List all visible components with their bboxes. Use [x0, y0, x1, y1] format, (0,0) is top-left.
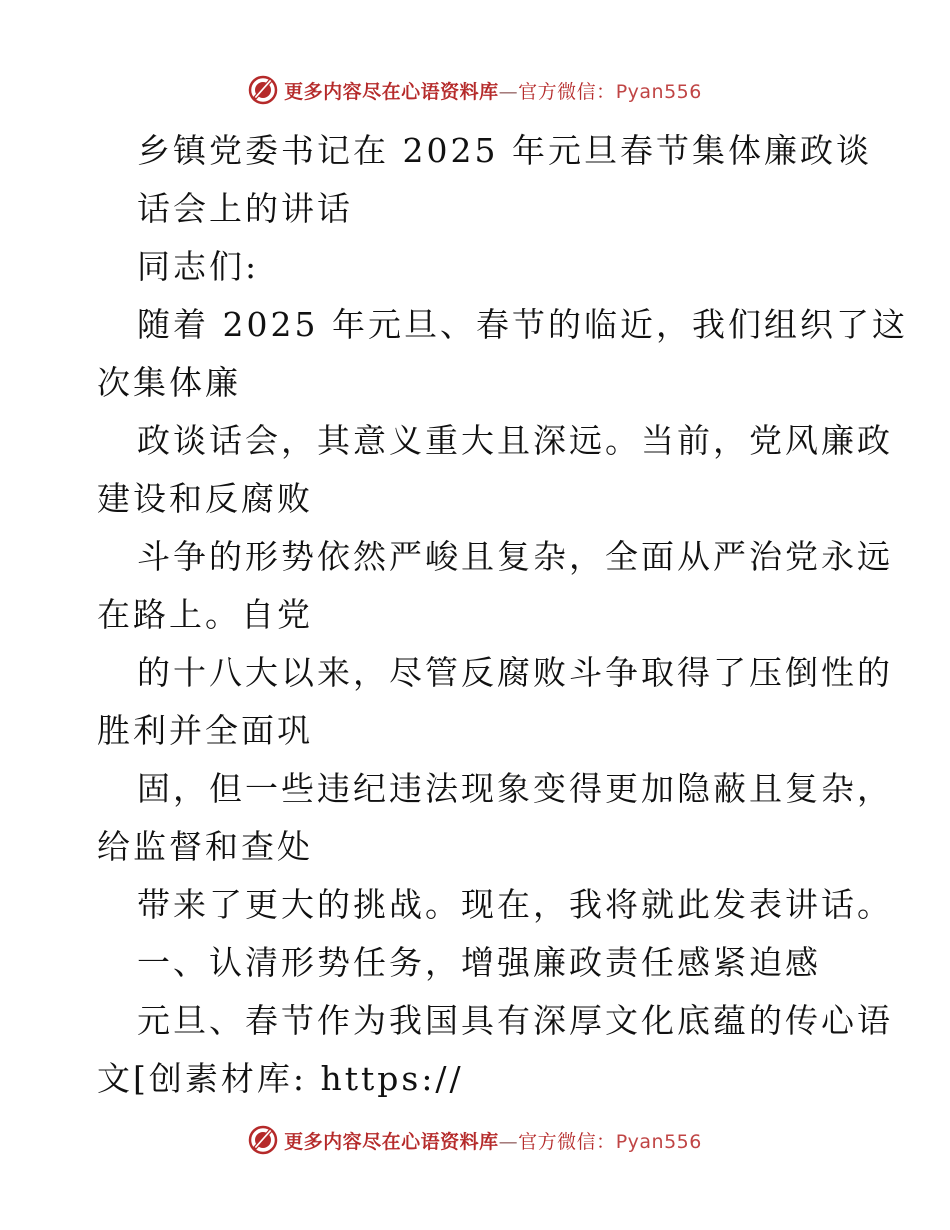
- salutation: 同志们:: [137, 247, 260, 286]
- quill-seal-icon: [248, 1125, 278, 1155]
- paragraph-line: 政谈话会，其意义重大且深远。当前，党风廉政: [137, 421, 893, 460]
- header-watermark-banner: [0, 70, 950, 110]
- watermark-wechat-id: Pyan556: [615, 80, 702, 103]
- paragraph-line: 建设和反腐败: [97, 479, 313, 518]
- document-title-line-2: 话会上的讲话: [137, 189, 353, 228]
- watermark-text: [284, 77, 702, 104]
- paragraph-line: 给监督和查处: [97, 827, 313, 866]
- paragraph-line: 在路上。自党: [97, 595, 313, 634]
- document-title-line-1: 乡镇党委书记在 2025 年元旦春节集体廉政谈: [137, 131, 872, 170]
- paragraph-line: 带来了更大的挑战。现在，我将就此发表讲话。: [137, 885, 893, 924]
- paragraph-line: 胜利并全面巩: [97, 711, 313, 750]
- section-heading: 一、认清形势任务，增强廉政责任感紧迫感: [137, 943, 821, 982]
- watermark-wechat-label: 官方微信：: [518, 1130, 616, 1153]
- paragraph-line: 元旦、春节作为我国具有深厚文化底蕴的传心语: [137, 1001, 893, 1040]
- paragraph-line: 次集体廉: [97, 363, 241, 402]
- paragraph-line: 的十八大以来，尽管反腐败斗争取得了压倒性的: [137, 653, 893, 692]
- watermark-wechat-label: 官方微信：: [518, 80, 616, 103]
- watermark-separator: —: [498, 80, 519, 103]
- document-body: [97, 122, 908, 1108]
- paragraph-line: 斗争的形势依然严峻且复杂，全面从严治党永远: [137, 537, 893, 576]
- watermark-wechat-id: Pyan556: [615, 1130, 702, 1153]
- paragraph-line: 固，但一些违纪违法现象变得更加隐蔽且复杂，: [137, 769, 893, 808]
- watermark-main: 更多内容尽在心语资料库: [284, 1130, 499, 1153]
- footer-watermark-banner: [0, 1120, 950, 1160]
- watermark-separator: —: [498, 1130, 519, 1153]
- watermark-text: [284, 1127, 702, 1154]
- paragraph-line: 随着 2025 年元旦、春节的临近，我们组织了这: [137, 305, 908, 344]
- quill-seal-icon: [248, 75, 278, 105]
- watermark-main: 更多内容尽在心语资料库: [284, 80, 499, 103]
- paragraph-line: 文[创素材库: https://: [97, 1059, 464, 1098]
